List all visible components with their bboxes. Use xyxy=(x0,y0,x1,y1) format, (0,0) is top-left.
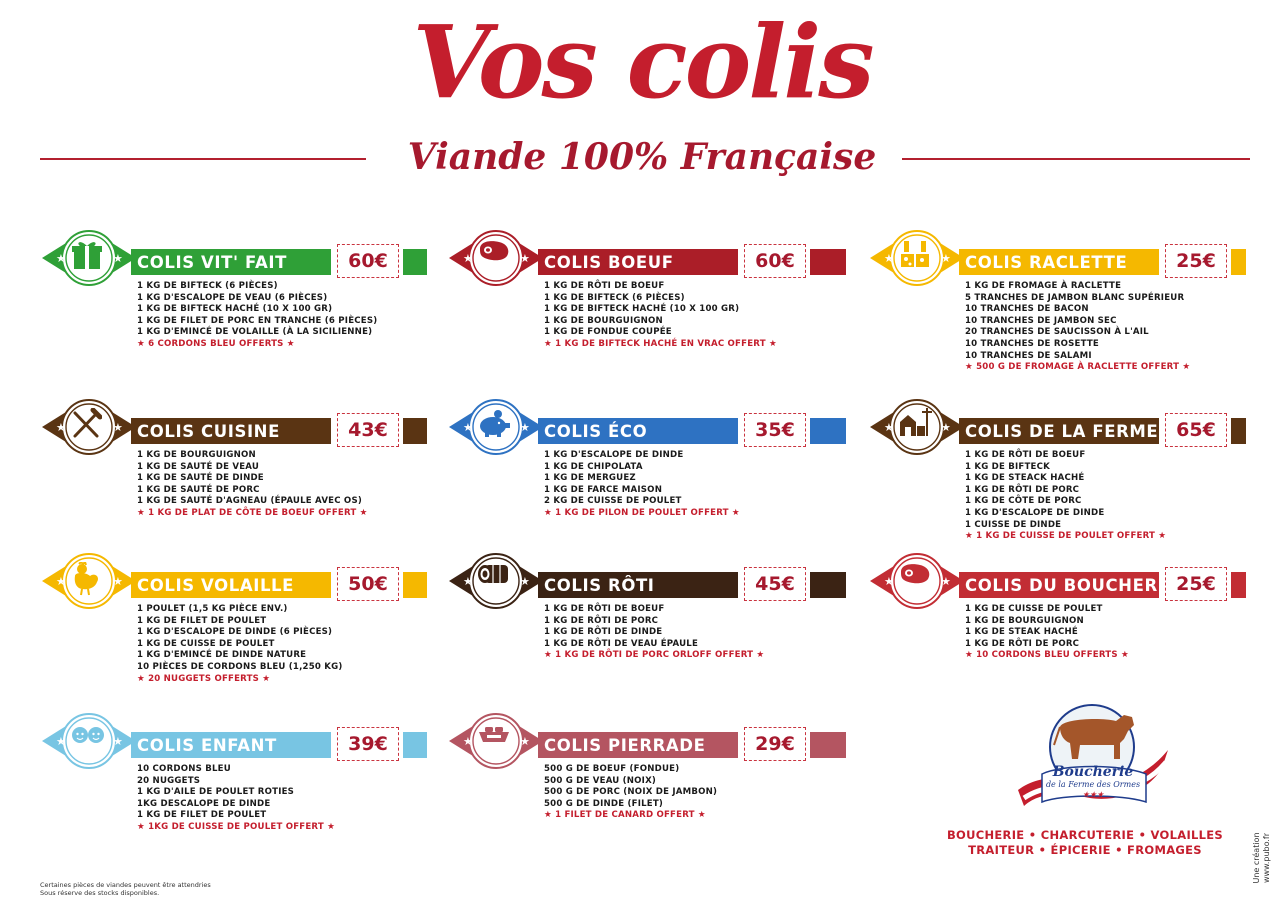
list-item: 10 TRANCHES DE BACON xyxy=(965,304,1089,315)
list-item: 1 KG DE SAUTÉ D'AGNEAU (ÉPAULE AVEC OS) xyxy=(137,496,362,507)
package-badge xyxy=(868,398,966,456)
list-item: 1 KG DE MERGUEZ xyxy=(544,473,636,484)
list-item: 1 KG DE RÔTI DE BOEUF xyxy=(544,281,665,291)
list-item: 1 KG DE FILET DE PORC EN TRANCHE (6 PIÈCES) xyxy=(137,315,378,326)
package-items xyxy=(137,604,437,685)
logo-text xyxy=(1044,765,1142,800)
price-bar-tail xyxy=(1231,418,1246,444)
package-price: 35€ xyxy=(755,419,795,441)
package-price: 60€ xyxy=(348,250,388,272)
list-item: 1 KG DE BIFTECK xyxy=(965,461,1050,472)
price-bar-tail xyxy=(403,418,427,444)
svg-text:★: ★ xyxy=(941,252,951,265)
svg-text:★: ★ xyxy=(941,421,951,434)
services-line-2: TRAITEUR • ÉPICERIE • FROMAGES xyxy=(968,843,1202,857)
package-badge xyxy=(40,398,138,456)
services-line-1: BOUCHERIE • CHARCUTERIE • VOLAILLES xyxy=(946,828,1224,842)
fork-knife-icon xyxy=(70,408,108,446)
package-items xyxy=(544,281,844,351)
page-subtitle: Viande 100% Française xyxy=(407,136,877,178)
package-name: COLIS RÔTI xyxy=(544,576,655,595)
roast-icon xyxy=(477,562,515,600)
package-items xyxy=(965,281,1265,374)
package-card-volaille xyxy=(40,552,440,702)
package-offer: ★ 1 FILET DE CANARD OFFERT ★ xyxy=(544,810,706,821)
package-offer: ★ 1 KG DE BIFTECK HACHÉ EN VRAC OFFERT ★ xyxy=(544,338,777,349)
package-items xyxy=(137,450,437,520)
package-price: 43€ xyxy=(348,419,388,441)
list-item: 1 KG D'AILE DE POULET ROTIES xyxy=(137,787,295,798)
svg-text:★: ★ xyxy=(520,252,530,265)
list-item: 1 CUISSE DE DINDE xyxy=(965,519,1062,530)
price-bar-tail xyxy=(810,249,846,275)
package-badge xyxy=(40,712,138,770)
package-price: 25€ xyxy=(1176,573,1216,595)
list-item: 1 KG DE RÔTI DE PORC xyxy=(965,484,1080,495)
package-badge xyxy=(40,552,138,610)
svg-text:★: ★ xyxy=(56,735,66,748)
list-item: 1 KG DE BIFTECK (6 PIÈCES) xyxy=(137,281,278,291)
package-price: 45€ xyxy=(755,573,795,595)
package-offer: ★ 1 KG DE CUISSE DE POULET OFFERT ★ xyxy=(965,531,1167,542)
svg-text:★: ★ xyxy=(520,735,530,748)
cheese-icon xyxy=(898,239,936,277)
list-item: 500 G DE VEAU (NOIX) xyxy=(544,775,657,786)
package-items xyxy=(544,450,844,520)
logo-stars: ★★★ xyxy=(1082,790,1104,799)
svg-text:★: ★ xyxy=(113,575,123,588)
boucherie-logo xyxy=(1012,702,1172,820)
package-name: COLIS VIT' FAIT xyxy=(137,253,287,272)
package-items xyxy=(965,604,1265,662)
list-item: 1 KG DE BOURGUIGNON xyxy=(965,615,1084,626)
list-item: 1 KG DE FILET DE POULET xyxy=(137,615,267,626)
grill-stone-icon xyxy=(477,722,515,760)
list-item: 1 KG DE STEACK HACHÉ xyxy=(965,473,1085,484)
price-bar-tail xyxy=(403,732,427,758)
price-bar-tail xyxy=(810,572,846,598)
package-offer: ★ 500 G DE FROMAGE À RACLETTE OFFERT ★ xyxy=(965,362,1191,373)
package-price: 65€ xyxy=(1176,419,1216,441)
list-item: 1 KG DE CÔTE DE PORC xyxy=(965,496,1082,507)
package-badge xyxy=(868,552,966,610)
package-price: 25€ xyxy=(1176,250,1216,272)
package-offer: ★ 6 CORDONS BLEU OFFERTS ★ xyxy=(137,338,295,349)
list-item: 1 KG DE BIFTECK (6 PIÈCES) xyxy=(544,292,685,303)
package-card-enfant xyxy=(40,712,440,862)
package-badge xyxy=(447,229,545,287)
price-bar-tail xyxy=(1231,249,1246,275)
list-item: 1 KG DE CUISSE DE POULET xyxy=(965,604,1103,614)
package-name: COLIS PIERRADE xyxy=(544,736,706,755)
page-title: Vos colis xyxy=(412,3,872,121)
package-offer: ★ 1 KG DE PILON DE POULET OFFERT ★ xyxy=(544,507,740,518)
package-offer: ★ 10 CORDONS BLEU OFFERTS ★ xyxy=(965,650,1129,661)
list-item: 1 KG D'ESCALOPE DE DINDE xyxy=(965,507,1105,518)
list-item: 10 TRANCHES DE SALAMI xyxy=(965,350,1092,361)
list-item: 5 TRANCHES DE JAMBON BLANC SUPÉRIEUR xyxy=(965,292,1185,303)
list-item: 1 KG DE RÔTI DE BOEUF xyxy=(544,604,665,614)
list-item: 1 KG D'ESCALOPE DE DINDE (6 PIÈCES) xyxy=(137,627,333,638)
list-item: 10 PIÈCES DE CORDONS BLEU (1,250 KG) xyxy=(137,661,343,672)
logo-name: Boucherie xyxy=(1052,764,1134,780)
list-item: 1 KG DE RÔTI DE PORC xyxy=(965,638,1080,649)
price-bar-tail xyxy=(810,732,846,758)
package-items xyxy=(544,604,844,662)
svg-text:★: ★ xyxy=(884,575,894,588)
package-items xyxy=(137,764,437,834)
footnote-line-1: Certaines pièces de viandes peuvent être attendries xyxy=(40,881,211,889)
list-item: 10 TRANCHES DE ROSETTE xyxy=(965,338,1099,349)
list-item: 1 KG DE CHIPOLATA xyxy=(544,461,643,472)
package-card-cuisine xyxy=(40,398,440,548)
package-name: COLIS ENFANT xyxy=(137,736,277,755)
svg-text:★: ★ xyxy=(463,735,473,748)
list-item: 1 KG D'EMINCÉ DE VOLAILLE (À LA SICILIENNE) xyxy=(137,327,373,338)
list-item: 1 KG DE FILET DE POULET xyxy=(137,810,267,821)
package-items xyxy=(965,450,1265,543)
list-item: 1 KG D'ESCALOPE DE VEAU (6 PIÈCES) xyxy=(137,292,328,303)
svg-text:★: ★ xyxy=(113,252,123,265)
svg-text:★: ★ xyxy=(56,575,66,588)
children-icon xyxy=(70,722,108,760)
list-item: 1 KG DE RÔTI DE VEAU ÉPAULE xyxy=(544,638,699,649)
package-card-boeuf xyxy=(447,229,847,379)
package-badge xyxy=(868,229,966,287)
list-item: 1 KG DE FROMAGE À RACLETTE xyxy=(965,281,1122,291)
price-bar-tail xyxy=(1231,572,1246,598)
list-item: 10 TRANCHES DE JAMBON SEC xyxy=(965,315,1117,326)
package-card-roti xyxy=(447,552,847,702)
package-card-eco xyxy=(447,398,847,548)
package-name: COLIS DU BOUCHER xyxy=(965,576,1158,595)
price-bar-tail xyxy=(403,249,427,275)
svg-text:★: ★ xyxy=(56,421,66,434)
package-price: 39€ xyxy=(348,733,388,755)
gift-box-icon xyxy=(70,239,108,277)
package-card-de-la-ferme xyxy=(868,398,1268,548)
list-item: 1 KG D'ESCALOPE DE DINDE xyxy=(544,450,684,460)
cow-icon xyxy=(1050,707,1142,769)
package-badge xyxy=(447,552,545,610)
svg-text:★: ★ xyxy=(463,575,473,588)
svg-text:★: ★ xyxy=(884,252,894,265)
list-item: 1 KG D'EMINCÉ DE DINDE NATURE xyxy=(137,650,307,661)
svg-text:★: ★ xyxy=(113,735,123,748)
svg-text:★: ★ xyxy=(884,421,894,434)
package-name: COLIS ÉCO xyxy=(544,422,648,441)
list-item: 500 G DE BOEUF (FONDUE) xyxy=(544,764,680,774)
footnote-line-2: Sous réserve des stocks disponibles. xyxy=(40,889,160,897)
list-item: 1 KG DE STEAK HACHÉ xyxy=(965,627,1078,638)
package-badge xyxy=(40,229,138,287)
package-price: 60€ xyxy=(755,250,795,272)
logo-subtitle: de la Ferme des Ormes xyxy=(1045,780,1141,789)
package-name: COLIS RACLETTE xyxy=(965,253,1128,272)
package-items xyxy=(544,764,844,822)
list-item: 500 G DE PORC (NOIX DE JAMBON) xyxy=(544,787,718,798)
package-offer: ★ 1KG DE CUISSE DE POULET OFFERT ★ xyxy=(137,821,335,832)
list-item: 1 KG DE BIFTECK HACHÉ (10 X 100 GR) xyxy=(544,304,740,315)
list-item: 1 KG DE RÔTI DE BOEUF xyxy=(965,450,1086,460)
list-item: 1 KG DE RÔTI DE PORC xyxy=(544,615,659,626)
package-name: COLIS BOEUF xyxy=(544,253,674,272)
list-item: 1 KG DE FONDUE COUPÉE xyxy=(544,327,672,338)
list-item: 2 KG DE CUISSE DE POULET xyxy=(544,496,682,507)
list-item: 1 KG DE FARCE MAISON xyxy=(544,484,663,495)
list-item: 1 KG DE CUISSE DE POULET xyxy=(137,638,275,649)
package-badge xyxy=(447,398,545,456)
package-offer: ★ 1 KG DE RÔTI DE PORC ORLOFF OFFERT ★ xyxy=(544,650,765,661)
package-name: COLIS VOLAILLE xyxy=(137,576,295,595)
package-price: 50€ xyxy=(348,573,388,595)
svg-text:★: ★ xyxy=(520,575,530,588)
list-item: 1 KG DE SAUTÉ DE DINDE xyxy=(137,473,264,484)
list-item: 1 KG DE SAUTÉ DE PORC xyxy=(137,484,260,495)
package-items xyxy=(137,281,437,351)
list-item: 10 CORDONS BLEU xyxy=(137,764,231,774)
svg-text:★: ★ xyxy=(463,252,473,265)
list-item: 1 KG DE SAUTÉ DE VEAU xyxy=(137,461,260,472)
package-name: COLIS CUISINE xyxy=(137,422,280,441)
svg-text:★: ★ xyxy=(113,421,123,434)
services-list xyxy=(930,828,1240,858)
price-bar-tail xyxy=(810,418,846,444)
svg-text:★: ★ xyxy=(56,252,66,265)
list-item: 1 KG DE BOURGUIGNON xyxy=(544,315,663,326)
package-card-raclette xyxy=(868,229,1268,379)
footnote xyxy=(40,881,211,897)
list-item: 20 TRANCHES DE SAUCISSON À L'AIL xyxy=(965,327,1149,338)
list-item: 1 KG DE RÔTI DE DINDE xyxy=(544,627,663,638)
package-badge xyxy=(447,712,545,770)
steak-icon xyxy=(477,239,515,277)
package-offer: ★ 20 NUGGETS OFFERTS ★ xyxy=(137,673,271,684)
package-name: COLIS DE LA FERME xyxy=(965,422,1159,441)
credit-text: Une création www.pubo.fr xyxy=(1252,832,1271,884)
list-item: 1 KG DE BOURGUIGNON xyxy=(137,450,256,460)
list-item: 1 POULET (1,5 KG PIÈCE ENV.) xyxy=(137,604,288,614)
piggy-bank-icon xyxy=(477,408,515,446)
package-price: 29€ xyxy=(755,733,795,755)
svg-text:★: ★ xyxy=(941,575,951,588)
list-item: 1 KG DE BIFTECK HACHÉ (10 X 100 GR) xyxy=(137,304,333,315)
steak-icon xyxy=(898,562,936,600)
list-item: 1KG DESCALOPE DE DINDE xyxy=(137,798,271,809)
svg-text:★: ★ xyxy=(520,421,530,434)
package-card-du-boucher xyxy=(868,552,1268,702)
package-offer: ★ 1 KG DE PLAT DE CÔTE DE BOEUF OFFERT ★ xyxy=(137,507,368,518)
barn-icon xyxy=(898,408,936,446)
chicken-icon xyxy=(70,562,108,600)
svg-text:★: ★ xyxy=(463,421,473,434)
package-card-pierrade xyxy=(447,712,847,862)
list-item: 500 G DE DINDE (FILET) xyxy=(544,798,664,809)
list-item: 20 NUGGETS xyxy=(137,775,201,786)
price-bar-tail xyxy=(403,572,427,598)
package-card-vit-fait xyxy=(40,229,440,379)
